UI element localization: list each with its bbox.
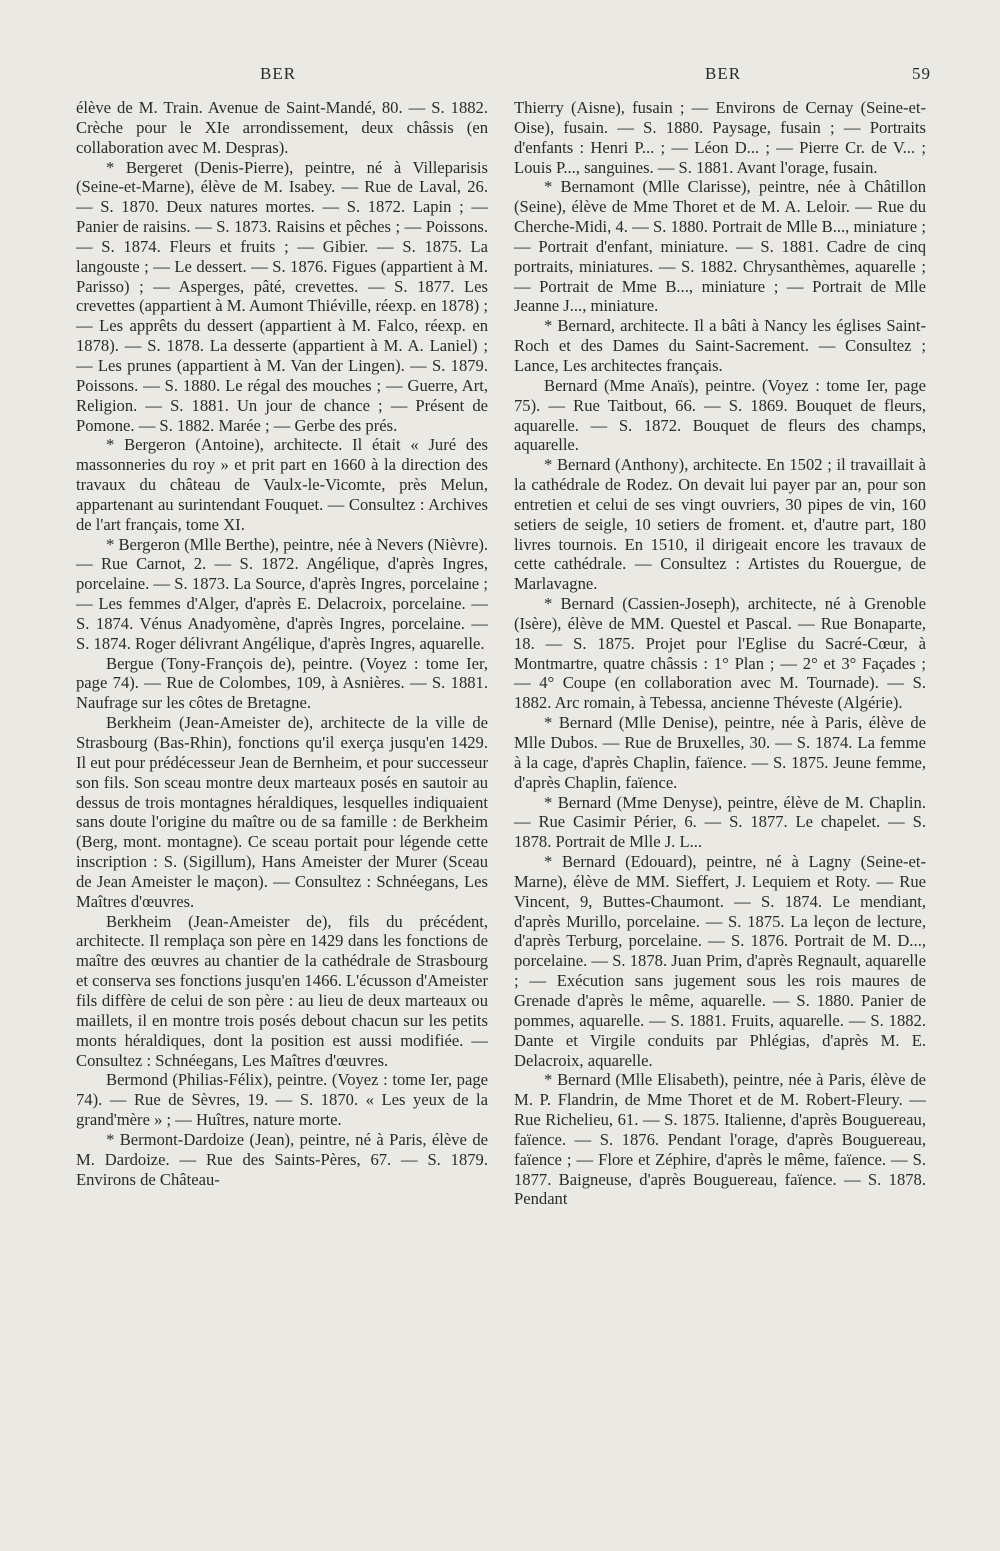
entry-paragraph: Berkheim (Jean-Ameister de), architecte de la ville de Strasbourg (Bas-Rhin), fonctions qu'il exerça jusqu'en 1429. Il eut pour prédécesseur Jean de Bernheim, et pour successeur son fils. Son sceau montre deux marteaux posés en sautoir au dessus de trois montagnes héraldiques, lesquelles indiquaient sans doute l'origine du maître ou de sa famille : de Berkheim (Berg, mont. montagne). Ce sceau portait pour légende cette inscription : S. (Sigillum), Hans Ameister der Murer (Sceau de Jean Ameister le maçon). — Consultez : Schnéegans, Les Maîtres d'œuvres.: [76, 713, 488, 911]
entry-paragraph: * Bernard (Mlle Elisabeth), peintre, née à Paris, élève de M. P. Flandrin, de Mme Thoret et de M. Robert-Fleury. — Rue Richelieu, 61. — S. 1875. Italienne, d'après Bouguereau, faïence. — S. 1876. Pendant l'orage, d'après Bouguereau, faïence ; — Flore et Zéphire, d'après le même, faïence. — S. 1877. Baigneuse, d'après Bouguereau, faïence. — S. 1878. Pendant: [514, 1070, 926, 1209]
entry-paragraph: Thierry (Aisne), fusain ; — Environs de Cernay (Seine-et-Oise), fusain. — S. 1880. Paysage, fusain ; — Portraits d'enfants : Henri P... ; — Léon D... ; — Pierre Cr. de V... ; Louis P..., sanguines. — S. 1881. Avant l'orage, fusain.: [514, 98, 926, 177]
entry-paragraph: * Bernard (Mlle Denise), peintre, née à Paris, élève de Mlle Dubos. — Rue de Bruxelles, 30. — S. 1874. La femme à la cage, d'après Chaplin, faïence. — S. 1875. Jeune femme, d'après Chaplin, faïence.: [514, 713, 926, 792]
entry-paragraph: * Bernard (Anthony), architecte. En 1502 ; il travaillait à la cathédrale de Rodez. On devait lui payer par an, pour son entretien et celui de ses vingt ouvriers, 30 pipes de vin, 160 setiers de seigle, 10 setiers de froment. et, d'autre part, 180 livres tournois. En 1510, il dirigeait encore les travaux de cette cathédrale. — Consultez : Artistes du Rouergue, de Marlavagne.: [514, 455, 926, 594]
entry-paragraph: * Bergeret (Denis-Pierre), peintre, né à Villeparisis (Seine-et-Marne), élève de M. Isabey. — Rue de Laval, 26. — S. 1870. Deux natures mortes. — S. 1872. Lapin ; — Panier de raisins. — S. 1873. Raisins et pêches ; — Poissons. — S. 1874. Fleurs et fruits ; — Gibier. — S. 1875. La langouste ; — Le dessert. — S. 1876. Figues (appartient à M. Parisso) ; — Asperges, pâté, crevettes. — S. 1877. Les crevettes (appartient à M. Aumont Thiéville, réexp. en 1878) ; — Les apprêts du dessert (appartient à M. Falco, réexp. en 1878). — S. 1878. La desserte (appartient à M. A. Laniel) ; — Les prunes (appartient à M. Van der Lingen). — S. 1879. Poissons. — S. 1880. Le régal des mouches ; — Guerre, Art, Religion. — S. 1881. Un jour de chance ; — Présent de Pomone. — S. 1882. Marée ; — Gerbe des prés.: [76, 157, 488, 435]
entry-paragraph: Berkheim (Jean-Ameister de), fils du précédent, architecte. Il remplaça son père en 1429 dans les fonctions de maître des œuvres au chantier de la cathédrale de Strasbourg et conserva ses fonctions jusqu'en 1466. L'écusson d'Ameister fils diffère de celui de son père : au lieu de deux marteaux ou maillets, il en montre trois posés debout chacun sur les petits monts héraldiques, dont la position est aussi modifiée. — Consultez : Schnéegans, Les Maîtres d'œuvres.: [76, 911, 488, 1070]
entry-paragraph: Bermond (Philias-Félix), peintre. (Voyez : tome Ier, page 74). — Rue de Sèvres, 19. — S. 1870. « Les yeux de la grand'mère » ; — Huîtres, nature morte.: [76, 1070, 488, 1130]
entry-paragraph: * Bergeron (Antoine), architecte. Il était « Juré des massonneries du roy » et prit part en 1660 à la direction des travaux du château de Vaulx-le-Vicomte, près Melun, appartenant au surintendant Fouquet. — Consultez : Archives de l'art français, tome XI.: [76, 435, 488, 534]
entry-paragraph: * Bernard (Cassien-Joseph), architecte, né à Grenoble (Isère), élève de MM. Questel et Pascal. — Rue Bonaparte, 18. — S. 1875. Projet pour l'Eglise du Sacré-Cœur, à Montmartre, quatre châssis : 1° Plan ; — 2° et 3° Façades ; — 4° Coupe (en collaboration avec M. Tournade). — S. 1882. Arc romain, à Tebessa, ancienne Théveste (Algérie).: [514, 594, 926, 713]
running-header: [0, 64, 1000, 90]
entry-paragraph: * Bernamont (Mlle Clarisse), peintre, née à Châtillon (Seine), élève de Mme Thoret et de M. A. Leloir. — Rue du Cherche-Midi, 4. — S. 1880. Portrait de Mlle B..., miniature ; — Portrait d'enfant, miniature. — S. 1881. Cadre de cinq portraits, miniatures. — S. 1882. Chrysanthèmes, aquarelle ; — Portrait de Mme B..., miniature ; — Portrait de Mlle Jeanne J..., miniature.: [514, 177, 926, 316]
entry-paragraph: Bergue (Tony-François de), peintre. (Voyez : tome Ier, page 74). — Rue de Colombes, 109, à Asnières. — S. 1881. Naufrage sur les côtes de Bretagne.: [76, 653, 488, 713]
entry-paragraph: * Bernard, architecte. Il a bâti à Nancy les églises Saint-Roch et des Dames du Saint-Sacrement. — Consultez ; Lance, Les architectes français.: [514, 316, 926, 375]
entry-paragraph: élève de M. Train. Avenue de Saint-Mandé, 80. — S. 1882. Crèche pour le XIe arrondissement, deux châssis (en collaboration avec M. Despras).: [76, 98, 488, 157]
page-number: 59: [912, 64, 931, 83]
entry-paragraph: Bernard (Mme Anaïs), peintre. (Voyez : tome Ier, page 75). — Rue Taitbout, 66. — S. 1869. Bouquet de fleurs, aquarelle. — S. 1872. Bouquet de fleurs des champs, aquarelle.: [514, 375, 926, 455]
right-column: [514, 98, 926, 1209]
entry-paragraph: * Bernard (Edouard), peintre, né à Lagny (Seine-et-Marne), élève de MM. Sieffert, J. Lequiem et Roty. — Rue Vincent, 9, Buttes-Chaumont. — S. 1874. Le mendiant, d'après Murillo, porcelaine. — S. 1875. La leçon de lecture, d'après Terburg, porcelaine. — S. 1876. Portrait de M. D..., porcelaine. — S. 1878. Juan Prim, d'après Regnault, aquarelle ; — Exécution sans jugement sous les rois maures de Grenade d'après le même, aquarelle. — S. 1880. Panier de pommes, aquarelle. — S. 1881. Fruits, aquarelle. — S. 1882. Dante et Virgile conduits par Phlégias, d'après M. E. Delacroix, aquarelle.: [514, 852, 926, 1070]
entry-paragraph: * Bergeron (Mlle Berthe), peintre, née à Nevers (Nièvre). — Rue Carnot, 2. — S. 1872. Angélique, d'après Ingres, porcelaine. — S. 1873. La Source, d'après Ingres, porcelaine ; — Les femmes d'Alger, d'après E. Delacroix, porcelaine. — S. 1874. Vénus Anadyomène, d'après Ingres, porcelaine. — S. 1874. Roger délivrant Angélique, d'après Ingres, aquarelle.: [76, 534, 488, 653]
left-running-head: BER: [260, 64, 297, 83]
left-column: [76, 98, 488, 1189]
entry-paragraph: * Bermont-Dardoize (Jean), peintre, né à Paris, élève de M. Dardoize. — Rue des Saints-Pères, 67. — S. 1879. Environs de Château-: [76, 1129, 488, 1189]
entry-paragraph: * Bernard (Mme Denyse), peintre, élève de M. Chaplin. — Rue Casimir Périer, 6. — S. 1877. Le chapelet. — S. 1878. Portrait de Mlle J. L...: [514, 792, 926, 852]
right-running-head: BER: [705, 64, 742, 83]
